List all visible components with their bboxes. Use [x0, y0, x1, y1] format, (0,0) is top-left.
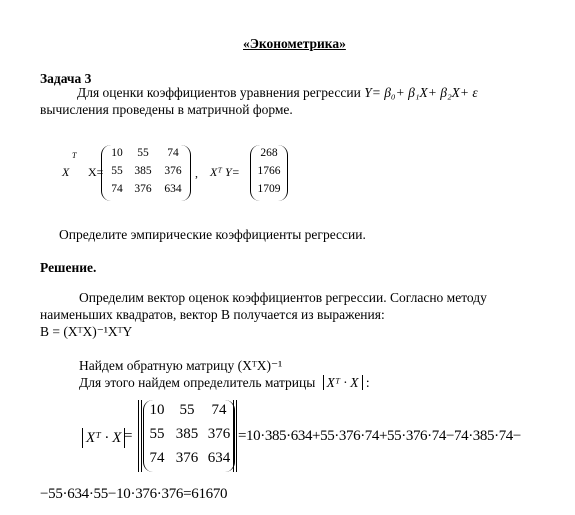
xtx-cell: 10	[111, 147, 123, 159]
solution-formula: B = (XᵀX)⁻¹XᵀY	[40, 324, 133, 339]
question-text: Определите эмпирические коэффициенты регрессии.	[59, 227, 366, 242]
det-lhs: Xᵀ · X	[82, 428, 125, 448]
det-intro-text: Для этого найдем определитель матрицы	[79, 375, 316, 390]
det-colon: :	[365, 375, 370, 390]
det-right-bar	[233, 400, 234, 472]
xty-cell: 1766	[257, 165, 281, 177]
task-text-2: вычисления проведены в матричной форме.	[40, 102, 293, 117]
solution-para-1-line-2: наименьших квадратов, вектор B получается из выражения:	[40, 307, 385, 322]
solution-para-1-line-1: Определим вектор оценок коэффициентов регрессии. Согласно методу	[79, 290, 487, 305]
xty-label: Xᵀ Y=	[210, 165, 240, 179]
xtx-cell: 376	[134, 183, 152, 195]
det-left-bar-2	[141, 400, 142, 472]
xtx-matrix	[101, 145, 191, 201]
task-label: Задача 3	[40, 71, 92, 86]
xtx-cell: 376	[164, 165, 182, 177]
matrix-separator: ,	[195, 166, 198, 180]
xtx-cell: 74	[111, 183, 123, 195]
xtx-cell: 634	[164, 183, 182, 195]
det-cell: 74	[149, 450, 165, 466]
det-left-bar	[138, 400, 139, 472]
page-title: «Эконометрика»	[243, 36, 346, 51]
xty-vector	[250, 145, 288, 201]
xtx-cell: 55	[137, 147, 149, 159]
det-cell: 10	[149, 402, 165, 418]
det-inline: Xᵀ · X	[323, 375, 363, 390]
xtx-cell: 55	[111, 165, 123, 177]
inverse-line: Найдем обратную матрицу (XᵀX)⁻¹	[79, 358, 283, 373]
det-cell: 376	[207, 426, 231, 442]
det-expansion-2: −55·634·55−10·376·376=61670	[40, 486, 228, 502]
solution-label: Решение.	[40, 260, 97, 275]
xty-cell: 268	[260, 147, 278, 159]
xtx-cell: 74	[167, 147, 179, 159]
det-expansion-1: =10·385·634+55·376·74+55·376·74−74·385·74−	[238, 428, 521, 444]
det-cell: 634	[207, 450, 231, 466]
task-text-1	[77, 85, 478, 101]
det-cell: 74	[211, 402, 227, 418]
det-matrix	[143, 400, 235, 472]
task-equation: Y= β₀+ β₁X+ β₂X+ ε	[364, 85, 478, 100]
det-cell: 385	[175, 426, 199, 442]
xtx-X-label: X	[62, 165, 70, 179]
det-cell: 376	[175, 450, 199, 466]
det-cell: 55	[179, 402, 195, 418]
task-text-1-body: Для оценки коэффициентов уравнения регрессии	[77, 85, 361, 100]
xty-cell: 1709	[257, 183, 281, 195]
xtx-cell: 385	[134, 165, 152, 177]
det-eq: =	[124, 428, 133, 444]
xtx-T-label: T	[72, 151, 77, 160]
det-intro	[79, 375, 370, 391]
det-cell: 55	[149, 426, 165, 442]
xtx-X2-label: X=	[88, 165, 104, 179]
det-right-bar-2	[236, 400, 237, 472]
